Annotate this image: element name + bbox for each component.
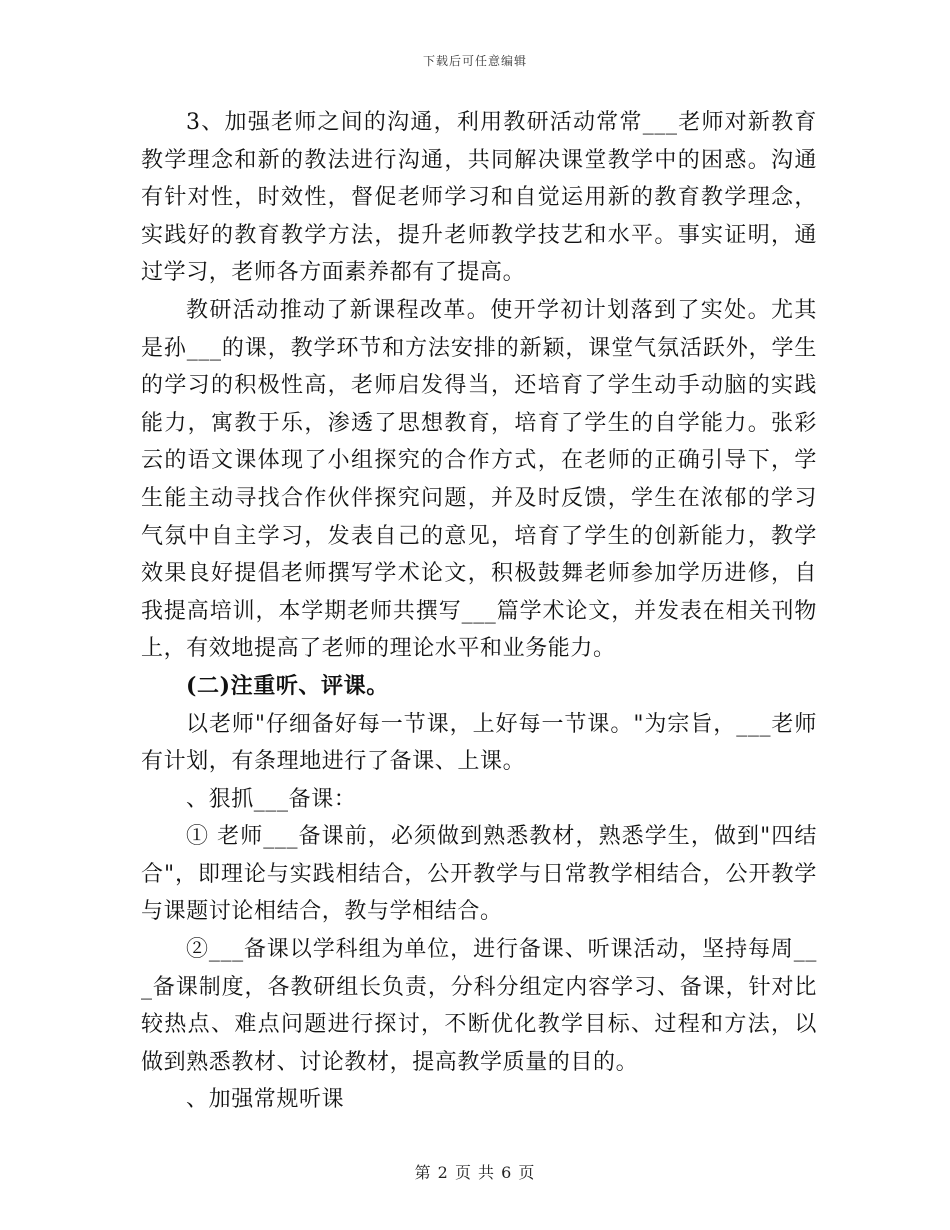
paragraph-purpose: 以老师"仔细备好每一节课，上好每一节课。"为宗旨，___老师有计划，有条理地进行了备课、上课。 (141, 711, 817, 775)
subheading-lesson-prep: 、狠抓___备课： (186, 786, 357, 812)
document-body (141, 104, 817, 1119)
section-heading-listening-evaluation: (二)注重听、评课。 (186, 672, 389, 699)
subheading-routine-listening: 、加强常规听课 (186, 1087, 345, 1113)
paragraph-item-2: ②___备课以学科组为单位，进行备课、听课活动，坚持每周___备课制度，各教研组长负责，分科分组定内容学习、备课，针对比较热点、难点问题进行探讨，不断优化教学目标、过程和方法，以做到熟悉教材、讨论教材，提高教学质量的目的。 (141, 937, 817, 1075)
page-header: 下载后可任意编辑 (422, 54, 527, 68)
paragraph-teaching-research: 教研活动推动了新课程改革。使开学初计划落到了实处。尤其是孙___的课，教学环节和方法安排的新颖，课堂气氛活跃外，学生的学习的积极性高，老师启发得当，还培育了学生动手动脑的实践能力，寓教于乐，渗透了思想教育，培育了学生的自学能力。张彩云的语文课体现了小组探究的合作方式，在老师的正确引导下，学生能主动寻找合作伙伴探究问题，并及时反馈，学生在浓郁的学习气氛中自主学习，发表自己的意见，培育了学生的创新能力，教学效果良好提倡老师撰写学术论文，积极鼓舞老师参加学历进修，自我提高培训，本学期老师共撰写___篇学术论文，并发表在相关刊物上，有效地提高了老师的理论水平和业务能力。 (141, 297, 817, 662)
paragraph-item-1: ① 老师___备课前，必须做到熟悉教材，熟悉学生，做到"四结合"，即理论与实践相结合，公开教学与日常教学相结合，公开教学与课题讨论相结合，教与学相结合。 (141, 824, 817, 925)
paragraph-teacher-communication: 3、加强老师之间的沟通，利用教研活动常常___老师对新教育教学理念和新的教法进行沟通，共同解决课堂教学中的困惑。沟通有针对性，时效性，督促老师学习和自觉运用新的教育教学理念，实践好的教育教学方法，提升老师教学技艺和水平。事实证明，通过学习，老师各方面素养都有了提高。 (141, 110, 817, 286)
page-number: 第 2 页 共 6 页 (414, 1163, 536, 1182)
